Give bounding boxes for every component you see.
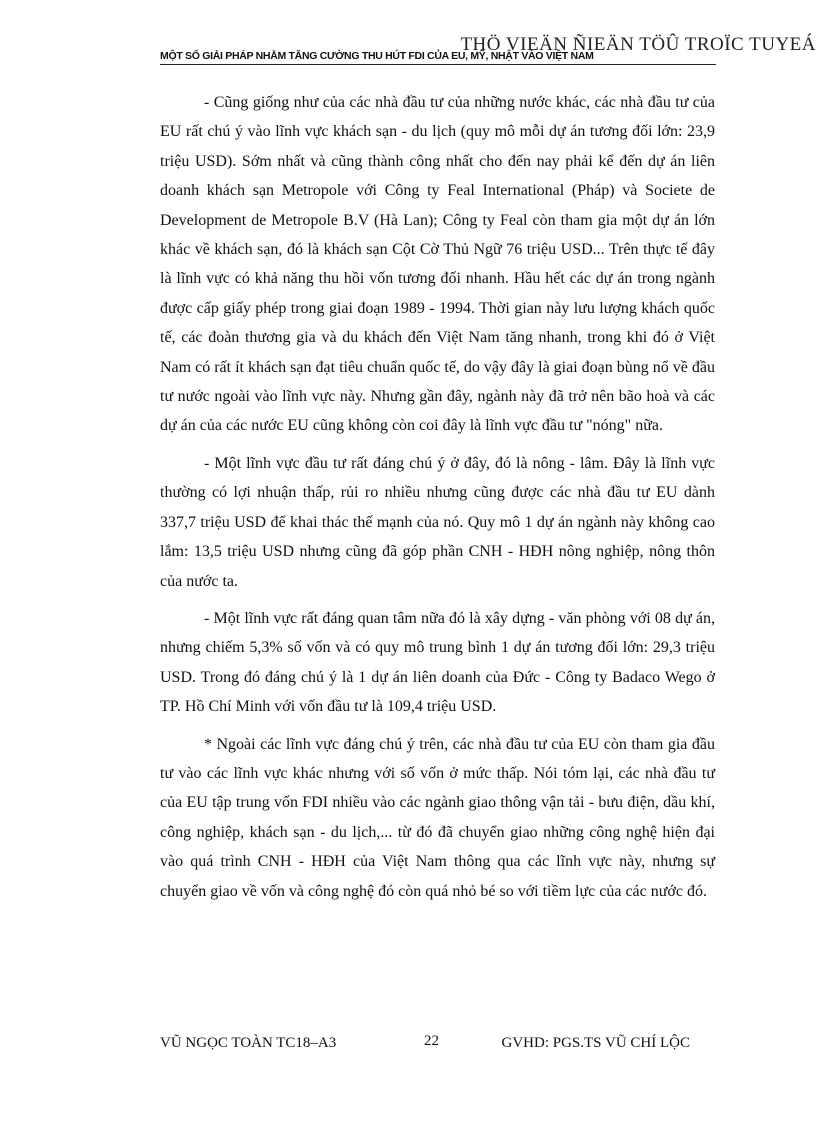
footer-advisor: GVHD: PGS.TS VŨ CHÍ LỘC bbox=[501, 1035, 690, 1051]
paragraph-agriculture-forestry: - Một lĩnh vực đầu tư rất đáng chú ý ở đây, đó là nông - lâm. Đây là lĩnh vực thường có lợi nhuận thấp, rủi ro nhiều nhưng cũng được các nhà đầu tư EU dành 337,7 triệu USD để khai thác thế mạnh của nó. Quy mô 1 dự án ngành này không cao lắm: 13,5 triệu USD nhưng cũng đã góp phần CNH - HĐH nông nghiệp, nông thôn của nước ta. bbox=[160, 454, 715, 590]
page-header bbox=[160, 50, 716, 65]
page-footer bbox=[160, 1035, 716, 1059]
paragraph-construction-office: - Một lĩnh vực rất đáng quan tâm nữa đó là xây dựng - văn phòng với 08 dự án, nhưng chiếm 5,3% số vốn và có quy mô trung bình 1 dự án tương đối lớn: 29,3 triệu USD. Trong đó đáng chú ý là 1 dự án liên doanh của Đức - Công ty Badaco Wego ở TP. Hồ Chí Minh với vốn đầu tư là 109,4 triệu USD. bbox=[160, 609, 715, 716]
paragraph-hotel-tourism: - Cũng giống như của các nhà đầu tư của những nước khác, các nhà đầu tư của EU rất chú ý vào lĩnh vực khách sạn - du lịch (quy mô mỗi dự án tương đối lớn: 23,9 triệu USD). Sớm nhất và cũng thành công nhất cho đến nay phải kể đến dự án liên doanh khách sạn Metropole với Công ty Feal International (Pháp) và Societe de Development de Metropole B.V (Hà Lan); Công ty Feal còn tham gia một dự án lớn khác về khách sạn, đó là khách sạn Cột Cờ Thủ Ngữ 76 triệu USD... Trên thực tế đây là lĩnh vực có khả năng thu hồi vốn tương đối nhanh. Hầu hết các dự án trong ngành được cấp giấy phép trong giai đoạn 1989 - 1994. Thời gian này lưu lượng khách quốc tế, các đoàn thương gia và du khách đến Việt Nam tăng nhanh, trong khi đó ở Việt Nam có rất ít khách sạn đạt tiêu chuẩn quốc tế, do vậy đây là giai đoạn bùng nổ về đầu tư nước ngoài vào lĩnh vực này. Nhưng gần đây, ngành này đã trở nên bão hoà và các dự án của các nước EU cũng không còn coi đây là lĩnh vực đầu tư "nóng" nữa. bbox=[160, 94, 715, 435]
running-title: MỘT SỐ GIẢI PHÁP NHẰM TĂNG CƯỜNG THU HÚT FDI CỦA EU, MỸ, NHẬT VÀO VIỆT NAM bbox=[160, 50, 594, 62]
body-text bbox=[160, 88, 715, 914]
page-number: 22 bbox=[424, 1033, 439, 1049]
footer-author: VŨ NGỌC TOÀN TC18–A3 bbox=[160, 1035, 337, 1051]
paragraph-summary: * Ngoài các lĩnh vực đáng chú ý trên, các nhà đầu tư của EU còn tham gia đầu tư vào các lĩnh vực khác nhưng với số vốn ở mức thấp. Nói tóm lại, các nhà đầu tư của EU tập trung vốn FDI nhiều vào các ngành giao thông vận tải - bưu điện, dầu khí, công nghiệp, khách sạn - du lịch,... từ đó đã chuyển giao những công nghệ hiện đại vào quá trình CNH - HĐH của Việt Nam thông qua các lĩnh vực này, nhưng sự chuyển giao về vốn và công nghệ đó còn quá nhỏ bé so với tiềm lực của các nước đó. bbox=[160, 735, 715, 900]
library-watermark: THÖ VIEÄN ÑIEÄN TÖÛ TROÏC TUYEÁ bbox=[460, 34, 816, 55]
